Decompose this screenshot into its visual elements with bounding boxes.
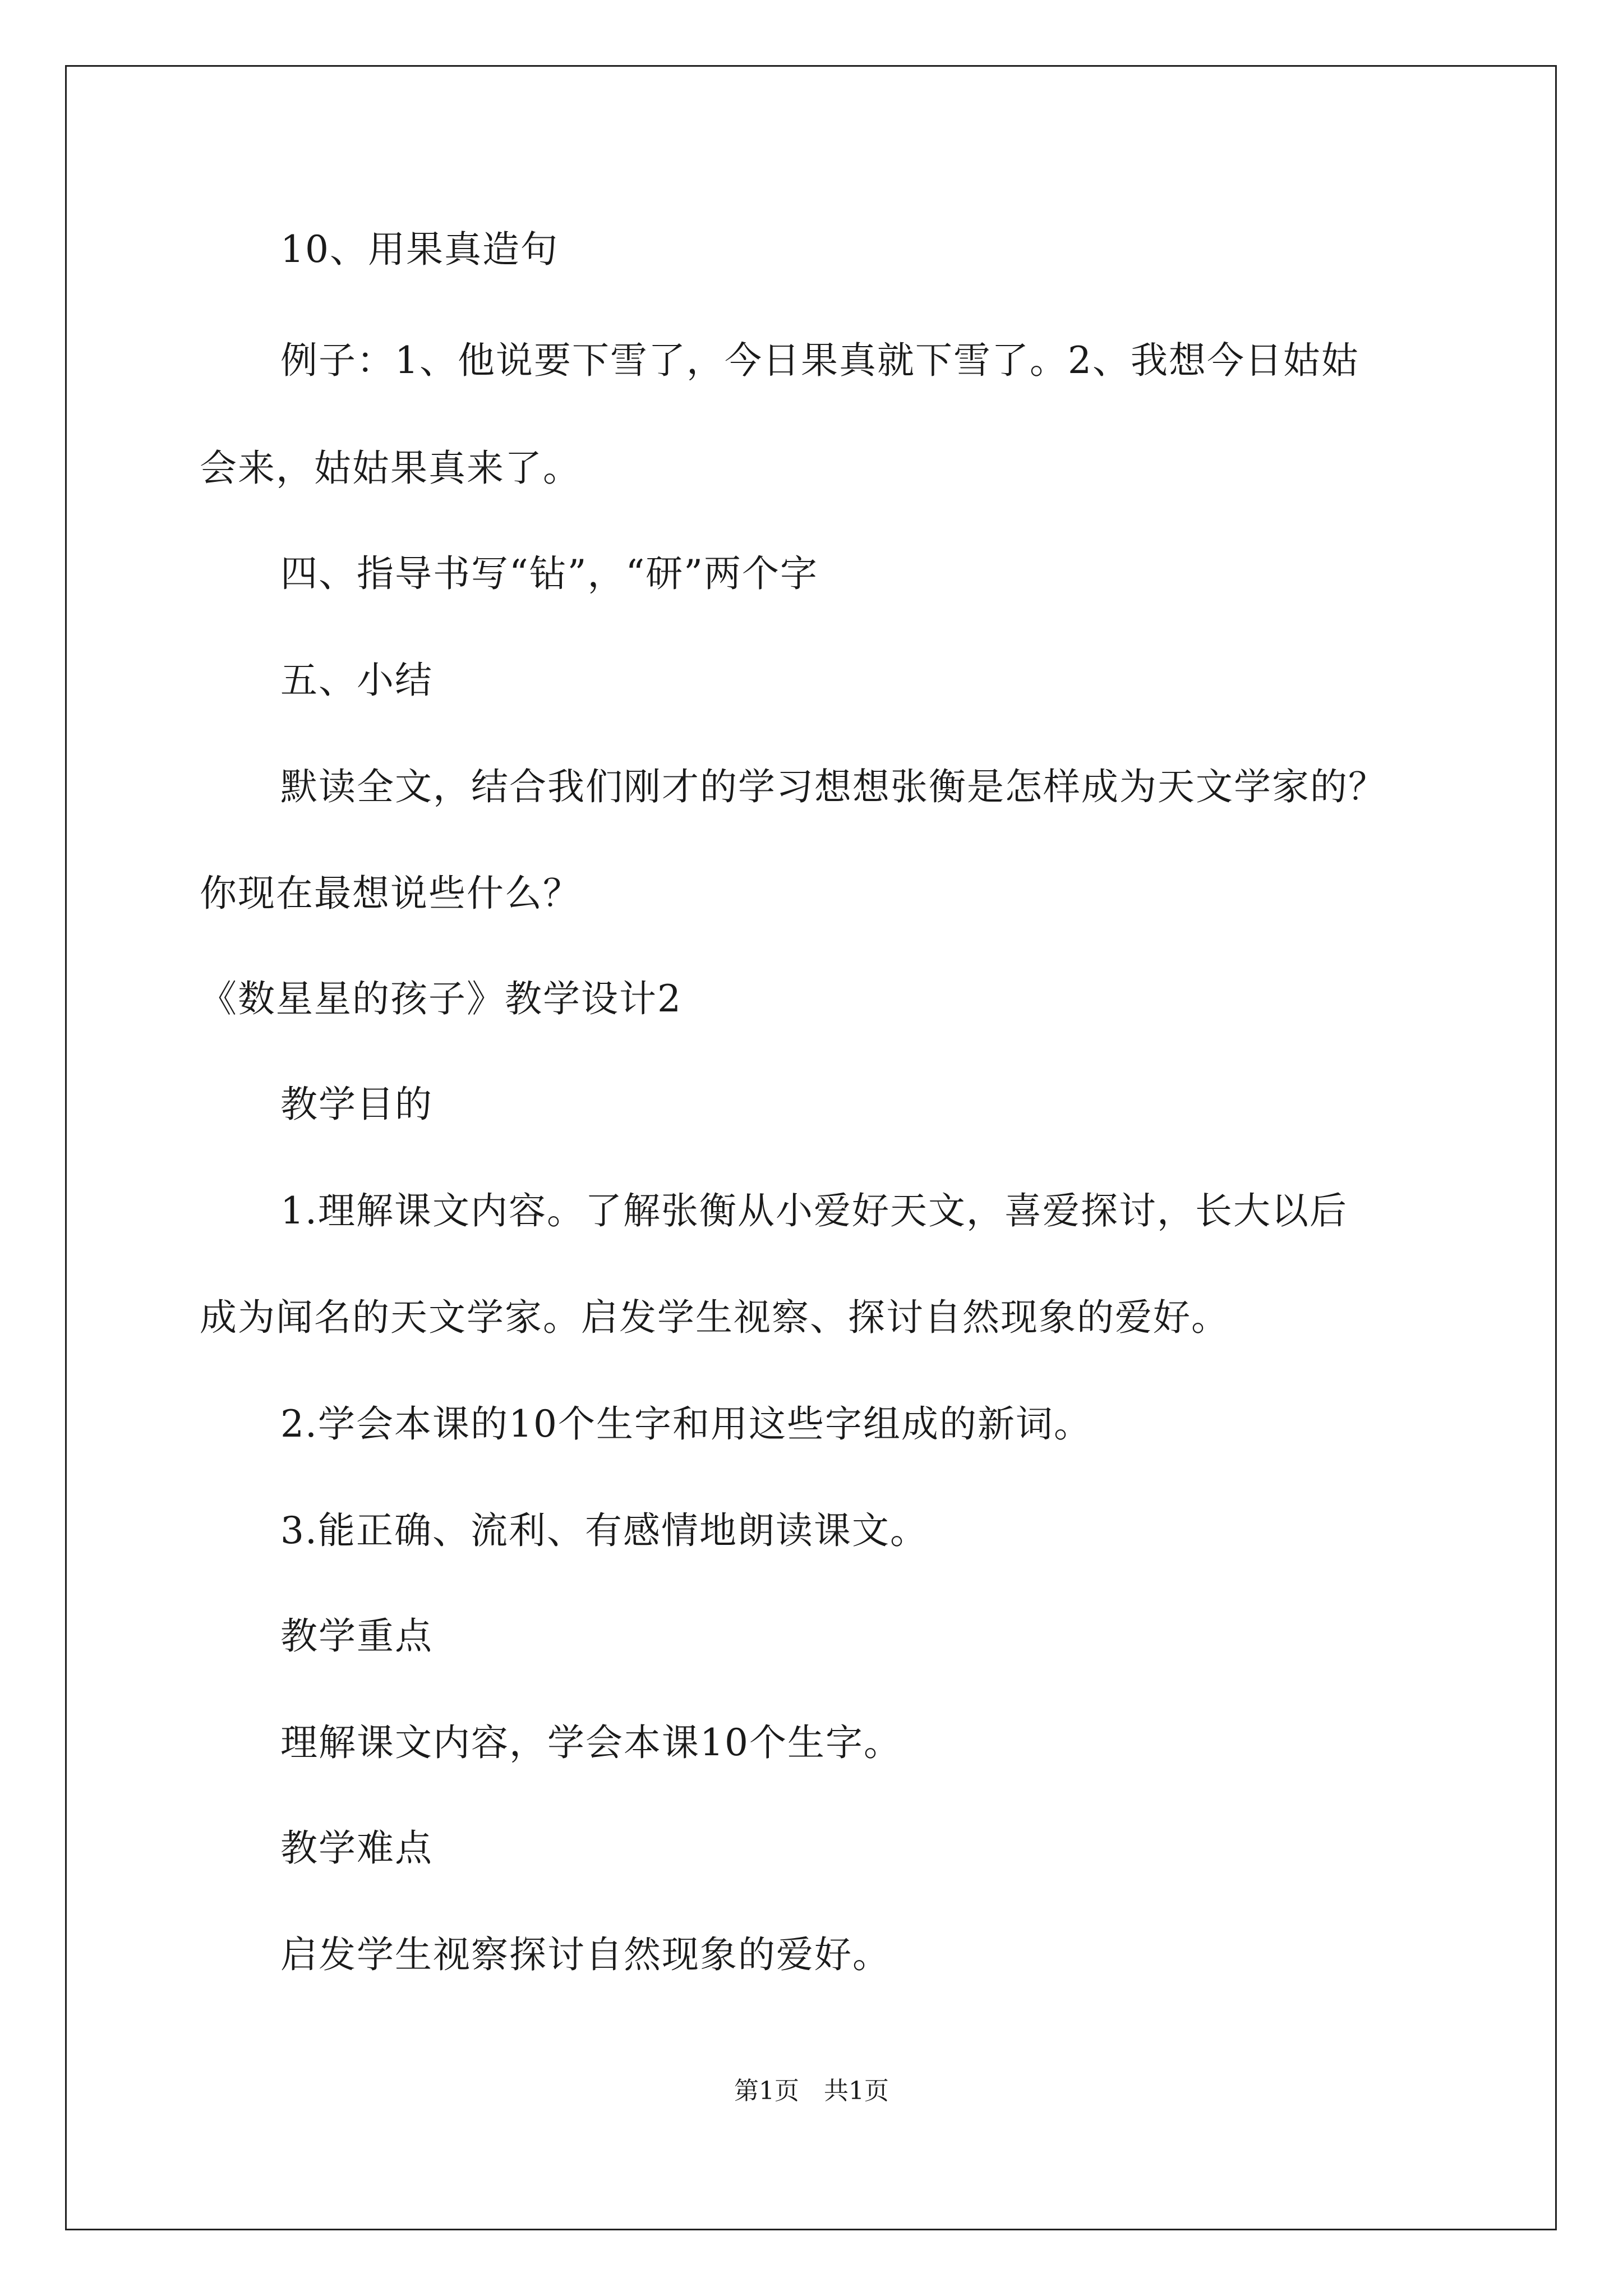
- paragraph-line: 10、用果真造句: [280, 228, 559, 271]
- page-number-footer: 第1页 共1页: [734, 2077, 889, 2105]
- paragraph-line: 理解课文内容，学会本课10个生字。: [280, 1721, 902, 1764]
- section-title: 《数星星的孩子》教学设计2: [200, 977, 682, 1020]
- paragraph-line: 五、小结: [280, 659, 433, 702]
- page-border: [65, 65, 1557, 2230]
- paragraph-line: 你现在最想说些什么？: [200, 872, 581, 915]
- paragraph-line: 会来，姑姑果真来了。: [200, 447, 581, 490]
- paragraph-line: 教学目的: [280, 1083, 433, 1126]
- paragraph-line: 成为闻名的天文学家。启发学生视察、探讨自然现象的爱好。: [200, 1296, 1229, 1339]
- paragraph-line: 例子：1、他说要下雪了，今日果真就下雪了。2、我想今日姑姑: [280, 339, 1359, 382]
- paragraph-line: 教学重点: [280, 1614, 433, 1658]
- paragraph-line: 2.学会本课的10个生字和用这些字组成的新词。: [280, 1402, 1092, 1446]
- paragraph-line: 3.能正确、流利、有感情地朗读课文。: [280, 1509, 928, 1552]
- paragraph-line: 教学难点: [280, 1826, 433, 1870]
- paragraph-line: 启发学生视察探讨自然现象的爱好。: [280, 1933, 891, 1976]
- paragraph-line: 四、指导书写“钻”，“研”两个字: [280, 552, 818, 595]
- paragraph-line: 1.理解课文内容。了解张衡从小爱好天文，喜爱探讨，长大以后: [280, 1189, 1348, 1232]
- paragraph-line: 默读全文，结合我们刚才的学习想想张衡是怎样成为天文学家的？: [280, 765, 1386, 808]
